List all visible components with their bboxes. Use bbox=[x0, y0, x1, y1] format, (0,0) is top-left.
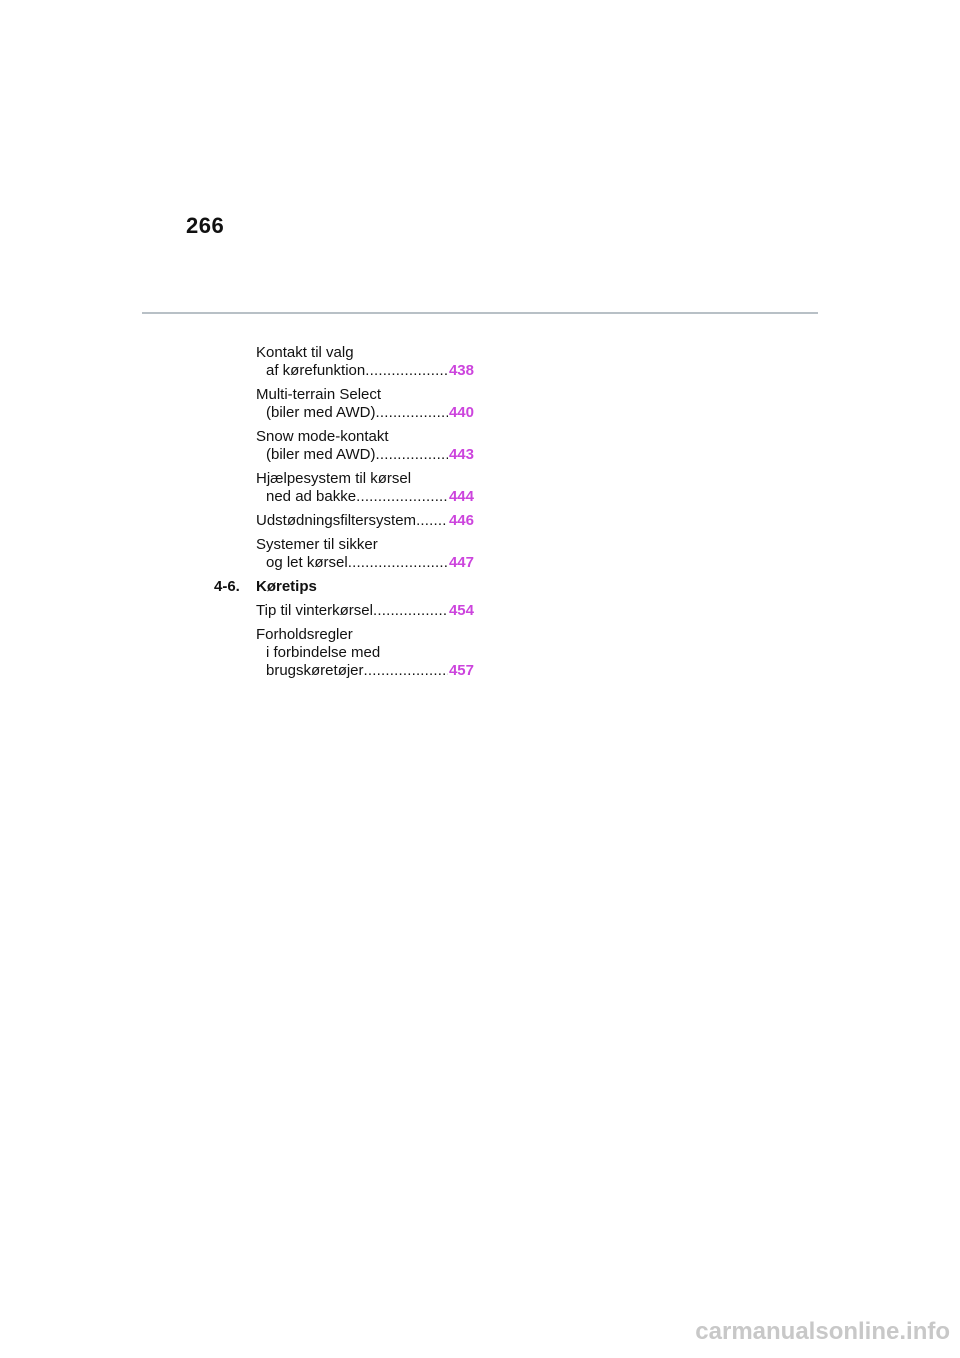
dot-leader bbox=[375, 404, 448, 422]
toc-entry-title: (biler med AWD) bbox=[266, 446, 376, 463]
toc-entry-title: (biler med AWD) bbox=[266, 404, 376, 421]
toc-page-link[interactable]: 443 bbox=[448, 446, 474, 463]
toc-entry-title: Kontakt til valg bbox=[256, 344, 354, 361]
toc-entry-title: af kørefunktion bbox=[266, 362, 366, 379]
toc-page-link[interactable]: 440 bbox=[448, 404, 474, 421]
page-number: 266 bbox=[186, 213, 225, 238]
toc-entry[interactable] bbox=[214, 386, 474, 422]
toc-entry[interactable] bbox=[214, 512, 474, 530]
toc-entry[interactable] bbox=[214, 602, 474, 620]
toc-page-link[interactable]: 438 bbox=[448, 362, 474, 379]
section-title: Køretips bbox=[256, 578, 317, 595]
toc-entry-title: brugskøretøjer bbox=[266, 662, 364, 679]
toc-entry[interactable] bbox=[214, 626, 474, 680]
section-number: 4-6. bbox=[214, 578, 240, 595]
dot-leader bbox=[416, 512, 448, 530]
dot-leader bbox=[365, 362, 448, 380]
toc-entry[interactable] bbox=[214, 344, 474, 380]
toc-entry-title: Snow mode-kontakt bbox=[256, 428, 389, 445]
dot-leader bbox=[356, 488, 448, 506]
header-divider bbox=[142, 312, 818, 314]
table-of-contents bbox=[214, 344, 474, 686]
toc-page-link[interactable]: 446 bbox=[448, 512, 474, 529]
toc-entry-title: Systemer til sikker bbox=[256, 536, 378, 553]
dot-leader bbox=[375, 446, 448, 464]
toc-entry[interactable] bbox=[214, 428, 474, 464]
toc-entry-title: i forbindelse med bbox=[266, 644, 381, 661]
toc-entry-title: og let kørsel bbox=[266, 554, 348, 571]
toc-section-heading bbox=[214, 578, 474, 596]
toc-entry-title: Forholdsregler bbox=[256, 626, 353, 643]
dot-leader bbox=[364, 662, 448, 680]
toc-entry-title: Tip til vinterkørsel bbox=[256, 602, 373, 619]
toc-page-link[interactable]: 457 bbox=[448, 662, 474, 679]
toc-page-link[interactable]: 447 bbox=[448, 554, 474, 571]
toc-page-link[interactable]: 454 bbox=[448, 602, 474, 619]
dot-leader bbox=[373, 602, 448, 620]
toc-entry-title: Multi-terrain Select bbox=[256, 386, 382, 403]
toc-entry[interactable] bbox=[214, 470, 474, 506]
toc-entry-title: Hjælpesystem til kørsel bbox=[256, 470, 412, 487]
toc-entry-title: ned ad bakke bbox=[266, 488, 357, 505]
toc-entry-title: Udstødningsfiltersystem bbox=[256, 512, 417, 529]
watermark: carmanualsonline.info bbox=[695, 1318, 950, 1345]
toc-page-link[interactable]: 444 bbox=[448, 488, 474, 505]
dot-leader bbox=[348, 554, 448, 572]
toc-entry[interactable] bbox=[214, 536, 474, 572]
